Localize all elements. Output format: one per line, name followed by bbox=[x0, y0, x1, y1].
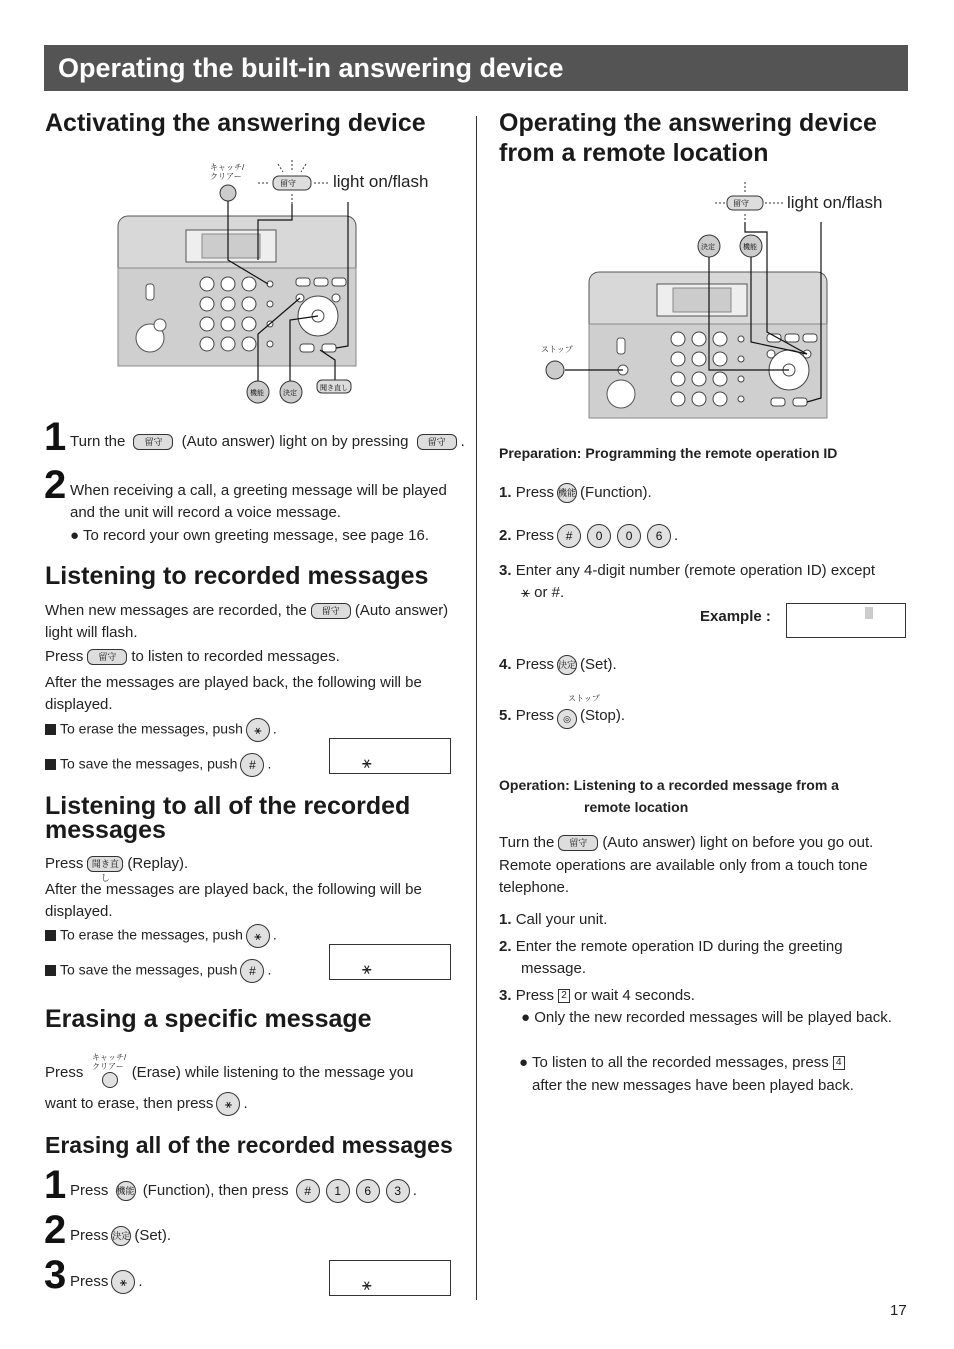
remote-device-illustration bbox=[535, 182, 855, 422]
page-banner bbox=[44, 45, 908, 91]
erase-step-2-number: 2 bbox=[44, 1208, 67, 1252]
replay-button[interactable]: 聞き直し bbox=[87, 856, 123, 872]
activating-step-2: When receiving a call, a greeting message will be played and the unit will record a voice message. bbox=[70, 482, 447, 521]
listening-all-save: To save the messages, push # . bbox=[45, 959, 271, 983]
op-step-2: 2. Enter the remote operation ID during the greeting message. bbox=[499, 938, 843, 977]
op-step-1: 1. Call your unit. bbox=[499, 911, 608, 928]
svg-text:決定: 決定 bbox=[283, 389, 297, 397]
section-title-remote: Operating the answering device from a remote location bbox=[499, 109, 877, 167]
listening-erase: To erase the messages, push ⚹ . bbox=[45, 718, 277, 742]
erasing-specific-line2: want to erase, then press ⚹ . bbox=[45, 1092, 248, 1116]
star-key-button[interactable]: ⚹ bbox=[246, 718, 270, 742]
section-title-erasing-specific: Erasing a specific message bbox=[45, 1005, 372, 1033]
prep-title: Preparation: Programming the remote operation ID bbox=[499, 445, 838, 461]
svg-text:留守: 留守 bbox=[280, 179, 296, 188]
catch-clear-label-2: キャッチ/ クリアー bbox=[92, 1053, 127, 1071]
listening-save: To save the messages, push # . bbox=[45, 753, 271, 777]
svg-text:機能: 機能 bbox=[250, 389, 264, 397]
op-bullet-2-cont: after the new messages have been played back. bbox=[532, 1077, 854, 1094]
op-title-1: Operation: Listening to a recorded message from a bbox=[499, 777, 839, 793]
step-2-number: 2 bbox=[44, 463, 67, 507]
erase-all-step-2: Press 決定 (Set). bbox=[70, 1225, 171, 1247]
digit-6-button[interactable]: 6 bbox=[356, 1179, 380, 1203]
display-box-1: ⚹ bbox=[329, 738, 451, 774]
auto-answer-key-icon: 留守 bbox=[558, 835, 598, 851]
set-button[interactable]: 決定 bbox=[557, 655, 577, 675]
listening-all-press: Press 聞き直し(Replay). bbox=[45, 855, 189, 884]
activating-bullet: ● To record your own greeting message, see page 16. bbox=[70, 527, 429, 544]
prep-step-3: 3. Enter any 4-digit number (remote operation ID) except bbox=[499, 562, 876, 579]
column-divider bbox=[476, 116, 477, 1300]
prep-step-2: 2. Press # 0 0 6 . bbox=[499, 524, 678, 548]
prep-step-4: 4. Press 決定 (Set). bbox=[499, 654, 617, 676]
prep-step-3-cont: ⚹ or #. bbox=[521, 584, 565, 601]
hash-key-button[interactable]: # bbox=[296, 1179, 320, 1203]
catch-clear-label: キャッチ/ クリアー bbox=[210, 163, 245, 181]
digit-0-button[interactable]: 0 bbox=[587, 524, 611, 548]
digit-0-button[interactable]: 0 bbox=[617, 524, 641, 548]
example-display bbox=[786, 603, 906, 638]
op-bullet-2: ● To listen to all the recorded messages, press 4 bbox=[519, 1052, 849, 1074]
display-box-2: ⚹ bbox=[329, 944, 451, 980]
op-p2: Remote operations are available only from a touch tone telephone. bbox=[499, 857, 868, 896]
erase-step-3-number: 3 bbox=[44, 1253, 67, 1297]
auto-answer-button[interactable]: 留守 bbox=[417, 434, 457, 450]
light-label-left: light on/flash bbox=[333, 172, 429, 191]
stop-label: ストップ bbox=[541, 345, 573, 354]
key-2-button[interactable]: 2 bbox=[558, 989, 570, 1003]
stop-label-2: ストップ bbox=[568, 694, 600, 703]
prep-step-5: 5. Press ◎ (Stop). bbox=[499, 703, 625, 729]
light-label-right: light on/flash bbox=[787, 193, 883, 212]
digit-3-button[interactable]: 3 bbox=[386, 1179, 410, 1203]
section-title-erasing-all: Erasing all of the recorded messages bbox=[45, 1132, 453, 1158]
set-button[interactable]: 決定 bbox=[111, 1226, 131, 1246]
section-title-listening: Listening to recorded messages bbox=[45, 562, 429, 590]
example-label: Example : bbox=[700, 608, 771, 625]
section-title-activating: Activating the answering device bbox=[45, 109, 426, 137]
op-bullet-1: ● Only the new recorded messages will be played back. bbox=[521, 1009, 892, 1026]
svg-text:聞き直し: 聞き直し bbox=[320, 384, 348, 392]
svg-text:決定: 決定 bbox=[701, 243, 715, 251]
erase-step-1-number: 1 bbox=[44, 1163, 67, 1207]
auto-answer-key-icon: 留守 bbox=[133, 434, 173, 450]
display-box-3: ⚹ bbox=[329, 1260, 451, 1296]
listening-p2: Press 留守 to listen to recorded messages. bbox=[45, 648, 340, 665]
listening-p3: After the messages are played back, the following will be displayed. bbox=[45, 674, 422, 713]
listening-all-erase: To erase the messages, push ⚹ . bbox=[45, 924, 277, 948]
auto-answer-key-icon: 留守 bbox=[311, 603, 351, 619]
star-key-button[interactable]: ⚹ bbox=[216, 1092, 240, 1116]
op-p1: Turn the 留守 (Auto answer) light on before you go out. bbox=[499, 834, 874, 851]
function-button[interactable]: 機能 bbox=[116, 1181, 136, 1201]
erase-button[interactable] bbox=[102, 1072, 118, 1088]
hash-key-button[interactable]: # bbox=[240, 959, 264, 983]
listening-all-p3: After the messages are played back, the following will be displayed. bbox=[45, 881, 422, 920]
star-key-button[interactable]: ⚹ bbox=[111, 1270, 135, 1294]
function-button[interactable]: 機能 bbox=[557, 483, 577, 503]
erase-all-step-3: Press ⚹ . bbox=[70, 1270, 143, 1294]
auto-answer-button[interactable]: 留守 bbox=[87, 649, 127, 665]
prep-step-1: 1. Press 機能 (Function). bbox=[499, 482, 652, 504]
step-1-number: 1 bbox=[44, 415, 67, 459]
page-number: 17 bbox=[890, 1302, 907, 1319]
erasing-specific-line1: Press (Erase) while listening to the message you bbox=[45, 1058, 414, 1088]
erase-all-step-1: Press 機能 (Function), then press # 1 6 3 . bbox=[70, 1179, 417, 1203]
svg-text:機能: 機能 bbox=[743, 243, 757, 251]
digit-1-button[interactable]: 1 bbox=[326, 1179, 350, 1203]
banner-title: Operating the built-in answering device bbox=[58, 53, 564, 83]
answering-device-illustration bbox=[110, 160, 470, 410]
op-step-3: 3. Press 2 or wait 4 seconds. bbox=[499, 987, 695, 1004]
section-title-listening-all: Listening to all of the recorded messages bbox=[45, 792, 411, 844]
hash-key-button[interactable]: # bbox=[557, 524, 581, 548]
digit-6-button[interactable]: 6 bbox=[647, 524, 671, 548]
svg-text:留守: 留守 bbox=[733, 199, 749, 208]
listening-p1: When new messages are recorded, the 留守 (Auto answer) light will flash. bbox=[45, 602, 449, 641]
key-4-button[interactable]: 4 bbox=[833, 1056, 845, 1070]
hash-key-button[interactable]: # bbox=[240, 753, 264, 777]
activating-step-1: Turn the 留守 (Auto answer) light on by pressing 留守 . bbox=[70, 433, 465, 450]
star-key-button[interactable]: ⚹ bbox=[246, 924, 270, 948]
stop-button[interactable]: ◎ bbox=[557, 709, 577, 729]
op-title-2: remote location bbox=[584, 799, 689, 815]
